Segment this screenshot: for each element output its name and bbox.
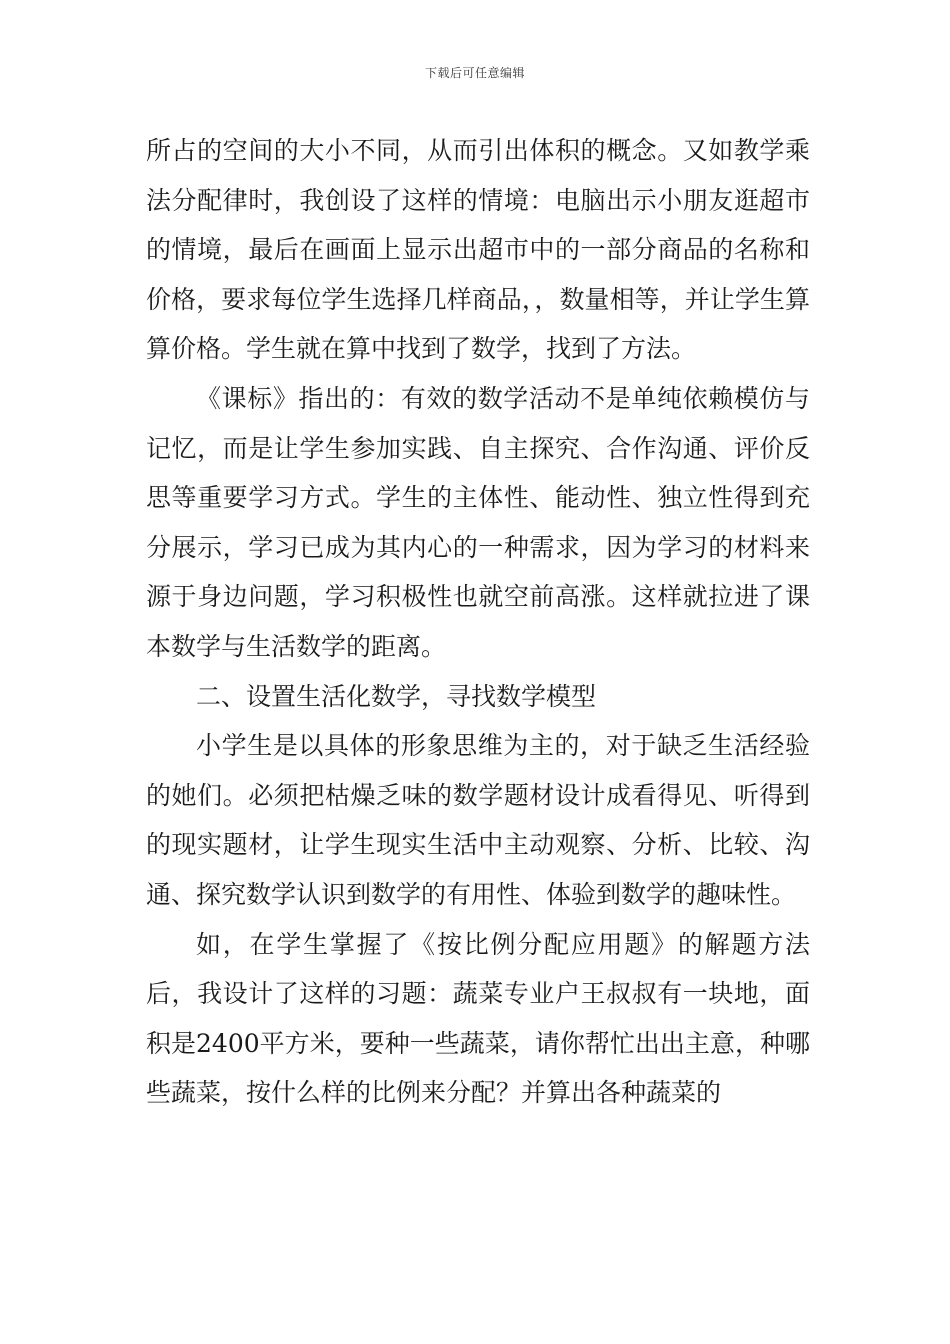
paragraph-4: 如，在学生掌握了《按比例分配应用题》的解题方法后，我设计了这样的习题：蔬菜专业户王叔叔有一块地，面积是2400平方米，要种一些蔬菜，请你帮忙出出主意，种哪些蔬菜，按什么样的比例来分配？并算出各种蔬菜的 xyxy=(146,929,810,1108)
document-body xyxy=(146,126,810,1118)
paragraph-3: 小学生是以具体的形象思维为主的，对于缺乏生活经验的她们。必须把枯燥乏味的数学题材设计成看得见、听得到的现实题材，让学生现实生活中主动观察、分析、比较、沟通、探究数学认识到数学的有用性、体验到数学的趣味性。 xyxy=(146,731,810,909)
page-header: 下载后可任意编辑 xyxy=(424,66,525,80)
section-heading: 二、设置生活化数学，寻找数学模型 xyxy=(196,681,597,711)
paragraph-1: 所占的空间的大小不同，从而引出体积的概念。又如教学乘法分配律时，我创设了这样的情境：电脑出示小朋友逛超市的情境，最后在画面上显示出超市中的一部分商品的名称和价格，要求每位学生选择几样商品，，数量相等，并让学生算算价格。学生就在算中找到了数学，找到了方法。 xyxy=(146,136,810,364)
paragraph-2: 《课标》指出的：有效的数学活动不是单纯依赖模仿与记忆，而是让学生参加实践、自主探究、合作沟通、评价反思等重要学习方式。学生的主体性、能动性、独立性得到充分展示，学习已成为其内心的一种需求，因为学习的材料来源于身边问题，学习积极性也就空前高涨。这样就拉进了课本数学与生活数学的距离。 xyxy=(146,383,810,661)
